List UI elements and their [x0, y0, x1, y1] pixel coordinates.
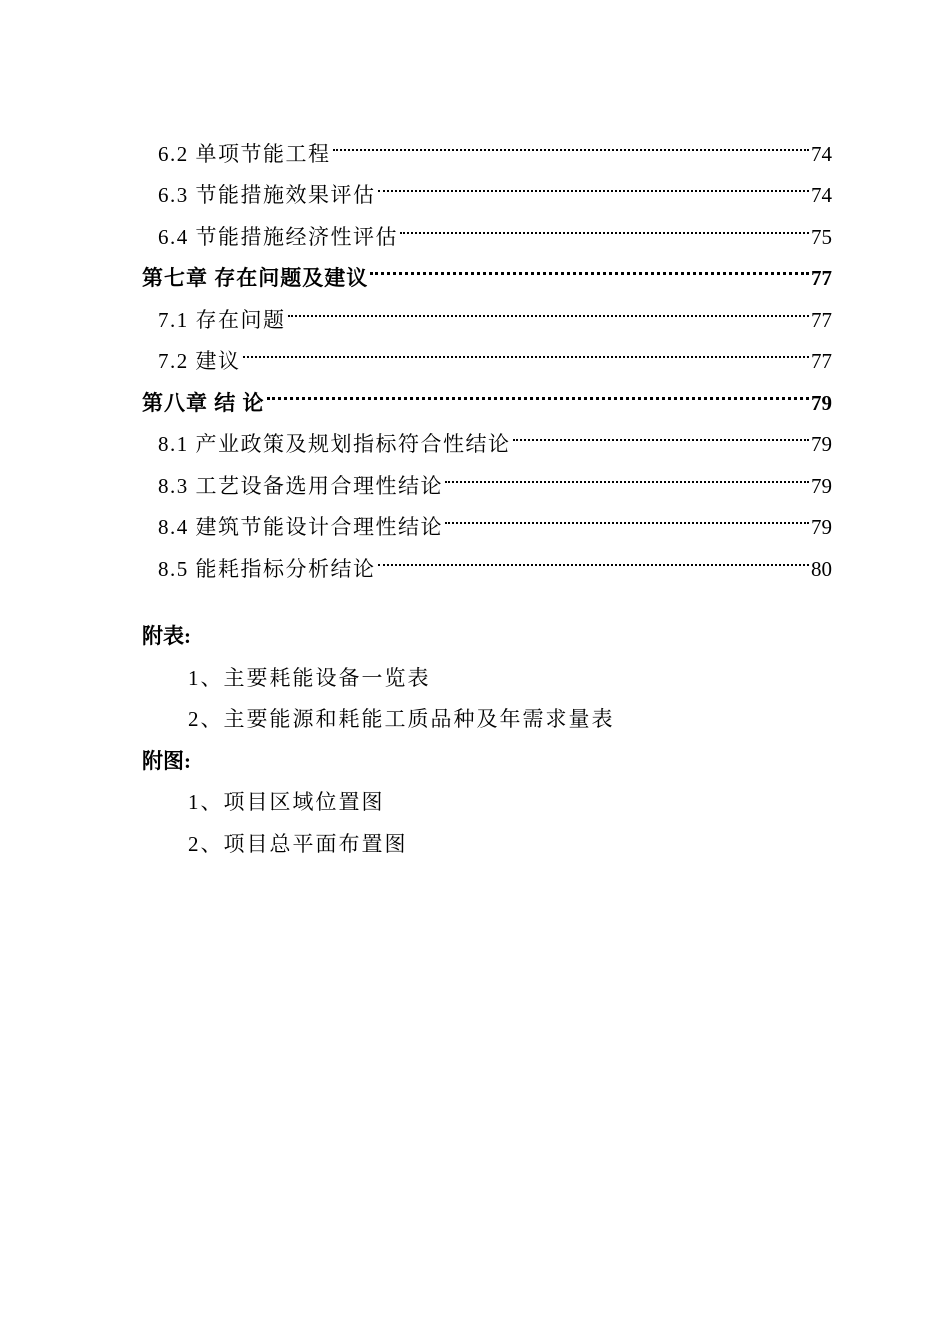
toc-dot-leader [378, 161, 810, 203]
toc-entry-page: 77 [811, 307, 832, 332]
toc-entry-title: 6.3 节能措施效果评估 [158, 183, 376, 207]
toc-entry-title: 6.4 节能措施经济性评估 [158, 224, 398, 249]
toc-entry-page: 79 [811, 432, 832, 456]
toc-dot-leader [400, 202, 809, 244]
appendix-section [142, 616, 832, 865]
toc-entry-page: 79 [811, 473, 832, 498]
toc-chapter-title: 第八章 结 论 [142, 390, 265, 415]
toc-entry-page: 79 [811, 515, 832, 539]
toc-dot-leader [445, 451, 809, 493]
toc-chapter-title: 第七章 存在问题及建议 [142, 266, 369, 290]
toc-entry-title: 8.4 建筑节能设计合理性结论 [158, 515, 443, 539]
toc-entry-6-2[interactable] [142, 119, 832, 166]
toc-chapter-8[interactable] [142, 368, 832, 415]
toc-dot-leader [378, 534, 810, 576]
toc-dot-leader [288, 285, 810, 327]
toc-entry-title: 8.1 产业政策及规划指标符合性结论 [158, 432, 511, 456]
toc-entry-title: 8.5 能耗指标分析结论 [158, 556, 376, 581]
toc-chapter-page: 79 [811, 390, 832, 415]
toc-entry-7-2[interactable] [142, 327, 832, 373]
toc-chapter-page: 77 [811, 266, 832, 290]
appendix-figure-item: 1、项目区域位置图 [188, 790, 385, 814]
toc-entry-page: 80 [811, 556, 832, 581]
toc-dot-leader [513, 410, 810, 452]
toc-dot-leader [370, 244, 809, 286]
appendix-tables-heading: 附表: [142, 624, 191, 648]
toc-dot-leader [243, 327, 810, 369]
toc-entry-page: 75 [811, 224, 832, 249]
toc-entry-title: 7.1 存在问题 [158, 307, 286, 332]
toc-entry-title: 6.2 单项节能工程 [158, 141, 331, 166]
table-of-contents [142, 119, 832, 581]
toc-entry-title: 7.2 建议 [158, 349, 241, 373]
appendix-figure-item: 2、项目总平面布置图 [188, 831, 408, 856]
appendix-figures-heading: 附图: [142, 748, 191, 773]
toc-entry-page: 74 [811, 183, 832, 207]
toc-dot-leader [267, 368, 810, 410]
toc-entry-title: 8.3 工艺设备选用合理性结论 [158, 473, 443, 498]
toc-entry-page: 74 [811, 141, 832, 166]
toc-dot-leader [333, 119, 810, 161]
appendix-table-item: 1、主要耗能设备一览表 [188, 665, 431, 690]
appendix-table-item: 2、主要能源和耗能工质品种及年需求量表 [188, 707, 615, 731]
toc-dot-leader [445, 493, 809, 535]
toc-entry-page: 77 [811, 349, 832, 373]
